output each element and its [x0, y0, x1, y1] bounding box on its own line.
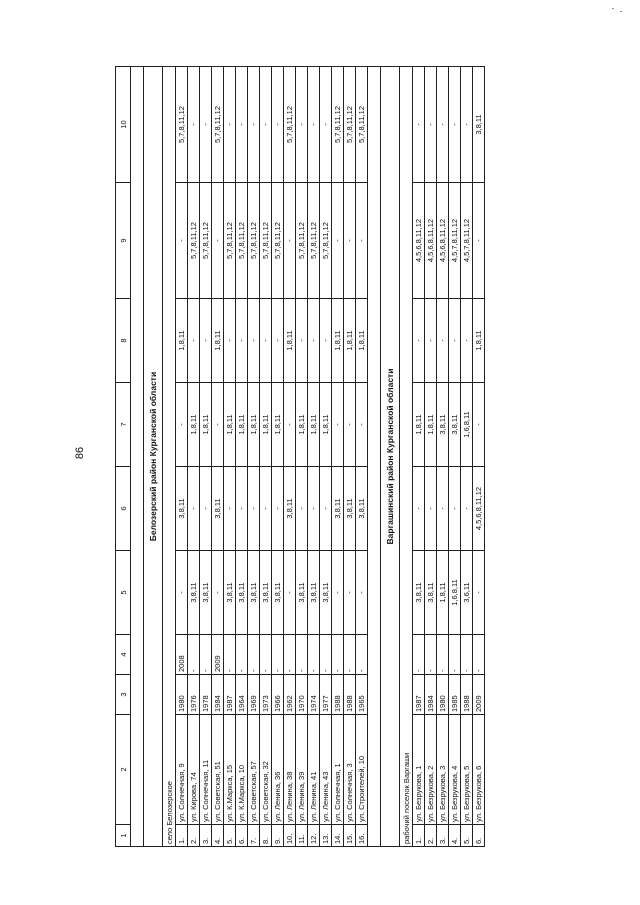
- table-cell: -: [236, 299, 248, 383]
- table-cell: -: [473, 183, 485, 299]
- address-cell: ул. Советская, 32: [260, 715, 272, 825]
- table-cell: -: [344, 183, 356, 299]
- table-cell: -: [437, 635, 449, 675]
- table-cell: 1969: [248, 675, 260, 715]
- table-cell: 5.: [461, 825, 473, 847]
- table-cell: -: [200, 635, 212, 675]
- table-cell: 3,8,11: [413, 551, 425, 635]
- table-cell: -: [236, 635, 248, 675]
- table-cell: -: [449, 467, 461, 551]
- table-cell: 3,8,11: [212, 467, 224, 551]
- table-cell: 15.: [344, 825, 356, 847]
- table-cell: 5,7,8,11,12: [296, 183, 308, 299]
- table-row: [188, 67, 200, 847]
- table-cell: 1,8,11: [200, 383, 212, 467]
- table-cell: 3,8,11: [449, 383, 461, 467]
- table-cell: 1973: [260, 675, 272, 715]
- table-cell: -: [272, 67, 284, 183]
- header-cell: 5: [116, 551, 131, 635]
- table-cell: 1962: [284, 675, 296, 715]
- table-cell: -: [296, 467, 308, 551]
- table-cell: 3,8,11: [248, 551, 260, 635]
- table-cell: -: [284, 183, 296, 299]
- table-cell: 1,8,11: [296, 383, 308, 467]
- spacer-cell: [368, 67, 381, 847]
- page-number: 86: [74, 446, 86, 460]
- table-cell: 3,8,11: [176, 467, 188, 551]
- table-cell: 2009: [212, 635, 224, 675]
- table-cell: -: [332, 635, 344, 675]
- table-cell: 1,8,11: [320, 383, 332, 467]
- table-cell: 3,8,11: [296, 551, 308, 635]
- table-cell: 5,7,8,11,12: [272, 183, 284, 299]
- table-cell: -: [272, 467, 284, 551]
- table-cell: 5,7,8,11,12: [212, 67, 224, 183]
- table-cell: 7.: [248, 825, 260, 847]
- table-cell: 1,8,11: [344, 299, 356, 383]
- table-cell: 16.: [356, 825, 368, 847]
- table-cell: 1,8,11: [236, 383, 248, 467]
- locality-title: рабочий поселок Варгаши: [400, 67, 413, 847]
- header-cell: 7: [116, 383, 131, 467]
- table-cell: -: [413, 467, 425, 551]
- table-cell: 3,8,11: [437, 383, 449, 467]
- table-row: [461, 67, 473, 847]
- header-cell: 10: [116, 67, 131, 183]
- table-cell: -: [449, 67, 461, 183]
- table-cell: 1977: [320, 675, 332, 715]
- table-cell: 1988: [344, 675, 356, 715]
- table-cell: 1,8,11: [425, 383, 437, 467]
- table-cell: -: [224, 635, 236, 675]
- table-cell: -: [320, 635, 332, 675]
- address-cell: ул. Ленина, 43: [320, 715, 332, 825]
- table-cell: -: [356, 183, 368, 299]
- header-cell: 4: [116, 635, 131, 675]
- table-cell: -: [425, 467, 437, 551]
- table-row: [212, 67, 224, 847]
- table-cell: 1,8,11: [284, 299, 296, 383]
- table-cell: -: [176, 383, 188, 467]
- scan-speck: [612, 8, 614, 9]
- table-cell: 6.: [473, 825, 485, 847]
- table-cell: 1,6,8,11: [449, 551, 461, 635]
- data-table: [115, 66, 485, 847]
- table-cell: 1,8,11: [224, 383, 236, 467]
- table-cell: 12.: [308, 825, 320, 847]
- table-cell: 1987: [413, 675, 425, 715]
- table-cell: 3.: [200, 825, 212, 847]
- table-cell: -: [449, 635, 461, 675]
- table-cell: -: [260, 299, 272, 383]
- table-cell: 1,8,11: [176, 299, 188, 383]
- table-cell: -: [332, 183, 344, 299]
- spacer-row: [368, 67, 381, 847]
- table-cell: 1,8,11: [212, 299, 224, 383]
- table-cell: -: [461, 635, 473, 675]
- table-row: [248, 67, 260, 847]
- table-cell: -: [296, 635, 308, 675]
- table-cell: 3,8,11: [332, 467, 344, 551]
- table-cell: 5,7,8,11,12: [332, 67, 344, 183]
- table-cell: -: [473, 383, 485, 467]
- table-cell: -: [248, 67, 260, 183]
- table-cell: 1,8,11: [332, 299, 344, 383]
- header-cell: 1: [116, 825, 131, 847]
- table-row: [344, 67, 356, 847]
- table-cell: 5,7,8,11,12: [176, 67, 188, 183]
- district-title: Варгашинский район Курганской области: [381, 67, 400, 847]
- table-cell: 5,7,8,11,12: [248, 183, 260, 299]
- table-cell: -: [332, 551, 344, 635]
- table-cell: -: [413, 67, 425, 183]
- table-cell: 5,7,8,11,12: [356, 67, 368, 183]
- table-cell: -: [425, 635, 437, 675]
- table-cell: 3,6,11: [461, 551, 473, 635]
- table-cell: 4,5,7,8,11,12: [461, 183, 473, 299]
- table-body: [116, 67, 485, 847]
- table-cell: 3,8,11: [425, 551, 437, 635]
- address-cell: ул. Ленина, 39: [296, 715, 308, 825]
- address-cell: ул. Советская, 51: [212, 715, 224, 825]
- table-cell: -: [344, 551, 356, 635]
- table-cell: 11.: [296, 825, 308, 847]
- table-cell: -: [200, 467, 212, 551]
- table-cell: -: [188, 67, 200, 183]
- table-row: [473, 67, 485, 847]
- table-cell: 1980: [176, 675, 188, 715]
- table-cell: 5,7,8,11,12: [320, 183, 332, 299]
- table-cell: 10.: [284, 825, 296, 847]
- table-row: [260, 67, 272, 847]
- table-cell: 1964: [236, 675, 248, 715]
- table-cell: -: [272, 299, 284, 383]
- table-cell: -: [356, 383, 368, 467]
- table-cell: 1978: [200, 675, 212, 715]
- address-cell: ул. Безрукова, 4: [449, 715, 461, 825]
- table-cell: 1,6,8,11: [461, 383, 473, 467]
- table-cell: -: [449, 299, 461, 383]
- table-cell: -: [248, 467, 260, 551]
- table-cell: -: [176, 183, 188, 299]
- table-cell: -: [296, 67, 308, 183]
- table-cell: 3,8,11: [224, 551, 236, 635]
- table-cell: 8.: [260, 825, 272, 847]
- table-row: [308, 67, 320, 847]
- table-cell: 4,5,6,8,11,12: [437, 183, 449, 299]
- table-cell: 3,8,11: [236, 551, 248, 635]
- table-cell: 4,5,6,8,11,12: [425, 183, 437, 299]
- table-cell: -: [308, 67, 320, 183]
- table-cell: -: [461, 67, 473, 183]
- table-cell: -: [308, 467, 320, 551]
- address-cell: ул. Солнечная, 1: [332, 715, 344, 825]
- table-cell: -: [248, 299, 260, 383]
- table-cell: 1987: [224, 675, 236, 715]
- table-cell: 5,7,8,11,12: [344, 67, 356, 183]
- table-cell: 1,8,11: [356, 299, 368, 383]
- table-row: [296, 67, 308, 847]
- table-cell: 3,8,11: [188, 551, 200, 635]
- table-cell: 5,7,8,11,12: [260, 183, 272, 299]
- header-cell: 9: [116, 183, 131, 299]
- table-row: [176, 67, 188, 847]
- table-cell: 1984: [425, 675, 437, 715]
- table-cell: -: [272, 635, 284, 675]
- table-row: [413, 67, 425, 847]
- table-cell: -: [260, 635, 272, 675]
- address-cell: ул. Безрукова, 3: [437, 715, 449, 825]
- table-cell: 4.: [449, 825, 461, 847]
- table-cell: 1,8,11: [308, 383, 320, 467]
- table-cell: -: [437, 299, 449, 383]
- table-row: [272, 67, 284, 847]
- table-cell: -: [437, 67, 449, 183]
- table-cell: -: [224, 299, 236, 383]
- address-cell: ул. Безрукова, 5: [461, 715, 473, 825]
- table-cell: 3.: [437, 825, 449, 847]
- address-cell: ул. К.Маркса, 15: [224, 715, 236, 825]
- table-row: [284, 67, 296, 847]
- table-cell: 1988: [461, 675, 473, 715]
- table-cell: -: [356, 635, 368, 675]
- table-cell: 2009: [473, 675, 485, 715]
- table-cell: 5,7,8,11,12: [236, 183, 248, 299]
- table-cell: 1965: [356, 675, 368, 715]
- table-row: [425, 67, 437, 847]
- table-cell: 5,7,8,11,12: [188, 183, 200, 299]
- table-cell: 14.: [332, 825, 344, 847]
- table-cell: 3,8,11: [260, 551, 272, 635]
- table-row: [356, 67, 368, 847]
- spacer-row: [131, 67, 144, 847]
- table-cell: 1,8,11: [272, 383, 284, 467]
- table-cell: 3,8,11: [356, 467, 368, 551]
- table-cell: -: [284, 551, 296, 635]
- table-cell: -: [320, 67, 332, 183]
- address-cell: ул. Солнечная, 3: [344, 715, 356, 825]
- table-cell: 3,8,11: [284, 467, 296, 551]
- locality-row: [400, 67, 413, 847]
- table-cell: 1970: [296, 675, 308, 715]
- table-cell: -: [284, 383, 296, 467]
- table-cell: 2008: [176, 635, 188, 675]
- table-cell: 13.: [320, 825, 332, 847]
- table-cell: 5,7,8,11,12: [224, 183, 236, 299]
- locality-row: [163, 67, 176, 847]
- address-cell: ул. К.Маркса, 10: [236, 715, 248, 825]
- table-cell: -: [200, 67, 212, 183]
- table-cell: -: [260, 67, 272, 183]
- scan-speck: [620, 11, 622, 12]
- table-cell: 9.: [272, 825, 284, 847]
- table-cell: -: [260, 467, 272, 551]
- address-cell: ул. Безрукова, 1: [413, 715, 425, 825]
- locality-title: село Белозерское: [163, 67, 176, 847]
- table-row: [320, 67, 332, 847]
- table-cell: 1988: [332, 675, 344, 715]
- table-cell: 5,7,8,11,12: [308, 183, 320, 299]
- table-cell: 5,7,8,11,12: [284, 67, 296, 183]
- table-cell: 4.: [212, 825, 224, 847]
- table-cell: -: [212, 183, 224, 299]
- rotated-table: [115, 67, 483, 847]
- table-cell: -: [425, 67, 437, 183]
- address-cell: ул. Кирова, 74: [188, 715, 200, 825]
- table-cell: 5,7,8,11,12: [200, 183, 212, 299]
- table-frame: [115, 67, 483, 847]
- address-cell: ул. Ленина, 36: [272, 715, 284, 825]
- table-cell: -: [188, 299, 200, 383]
- table-cell: 3,8,11: [320, 551, 332, 635]
- table-row: [224, 67, 236, 847]
- table-cell: 4,5,6,8,11,12: [473, 467, 485, 551]
- table-cell: 3,8,11: [344, 467, 356, 551]
- table-cell: -: [176, 551, 188, 635]
- table-cell: 2.: [188, 825, 200, 847]
- table-cell: -: [413, 299, 425, 383]
- address-cell: ул. Ленина, 38: [284, 715, 296, 825]
- table-cell: -: [224, 67, 236, 183]
- table-row: [200, 67, 212, 847]
- table-cell: 1.: [413, 825, 425, 847]
- table-cell: 1,8,11: [473, 299, 485, 383]
- address-cell: ул. Безрукова, 6: [473, 715, 485, 825]
- table-cell: 1966: [272, 675, 284, 715]
- table-cell: -: [461, 299, 473, 383]
- table-cell: -: [344, 383, 356, 467]
- table-cell: -: [224, 467, 236, 551]
- table-cell: 1984: [212, 675, 224, 715]
- address-cell: ул. Строителей, 10: [356, 715, 368, 825]
- table-cell: -: [332, 383, 344, 467]
- table-cell: -: [473, 551, 485, 635]
- address-cell: ул. Советская, 57: [248, 715, 260, 825]
- district-row: [144, 67, 163, 847]
- table-cell: 6.: [236, 825, 248, 847]
- table-cell: -: [473, 635, 485, 675]
- table-cell: 1.: [176, 825, 188, 847]
- table-cell: -: [320, 467, 332, 551]
- table-cell: -: [413, 635, 425, 675]
- header-cell: 2: [116, 715, 131, 825]
- table-cell: 1980: [437, 675, 449, 715]
- table-cell: 1,8,11: [437, 551, 449, 635]
- address-cell: ул. Солнечная, 9: [176, 715, 188, 825]
- table-cell: 3,8,11: [272, 551, 284, 635]
- table-cell: 1,8,11: [260, 383, 272, 467]
- table-cell: -: [308, 635, 320, 675]
- table-cell: 3,8,11: [200, 551, 212, 635]
- address-cell: ул. Солнечная, 11: [200, 715, 212, 825]
- table-row: [332, 67, 344, 847]
- header-cell: 3: [116, 675, 131, 715]
- table-cell: -: [248, 635, 260, 675]
- table-cell: -: [212, 383, 224, 467]
- table-cell: 1,8,11: [188, 383, 200, 467]
- table-cell: 1974: [308, 675, 320, 715]
- table-cell: 4,5,7,8,11,12: [449, 183, 461, 299]
- table-cell: 1976: [188, 675, 200, 715]
- table-cell: 1985: [449, 675, 461, 715]
- table-row: [236, 67, 248, 847]
- table-row: [449, 67, 461, 847]
- address-cell: ул. Безрукова, 2: [425, 715, 437, 825]
- table-cell: -: [344, 635, 356, 675]
- header-row: [116, 67, 131, 847]
- spacer-cell: [131, 67, 144, 847]
- table-cell: -: [236, 467, 248, 551]
- table-cell: 5.: [224, 825, 236, 847]
- table-cell: -: [236, 67, 248, 183]
- table-cell: -: [188, 635, 200, 675]
- header-cell: 8: [116, 299, 131, 383]
- table-cell: -: [188, 467, 200, 551]
- table-cell: -: [356, 551, 368, 635]
- table-cell: -: [284, 635, 296, 675]
- table-cell: 2.: [425, 825, 437, 847]
- table-cell: -: [320, 299, 332, 383]
- table-row: [437, 67, 449, 847]
- table-cell: -: [212, 551, 224, 635]
- table-cell: -: [437, 467, 449, 551]
- table-cell: 3,8,11: [308, 551, 320, 635]
- table-cell: -: [425, 299, 437, 383]
- table-cell: 1,8,11: [413, 383, 425, 467]
- table-cell: -: [461, 467, 473, 551]
- district-row: [381, 67, 400, 847]
- table-cell: -: [200, 299, 212, 383]
- district-title: Белозерский район Курганской области: [144, 67, 163, 847]
- header-cell: 6: [116, 467, 131, 551]
- table-cell: 1,8,11: [248, 383, 260, 467]
- table-cell: 4,5,6,8,11,12: [413, 183, 425, 299]
- table-cell: 3,8,11: [473, 67, 485, 183]
- table-cell: -: [296, 299, 308, 383]
- address-cell: ул. Ленина, 41: [308, 715, 320, 825]
- table-cell: -: [308, 299, 320, 383]
